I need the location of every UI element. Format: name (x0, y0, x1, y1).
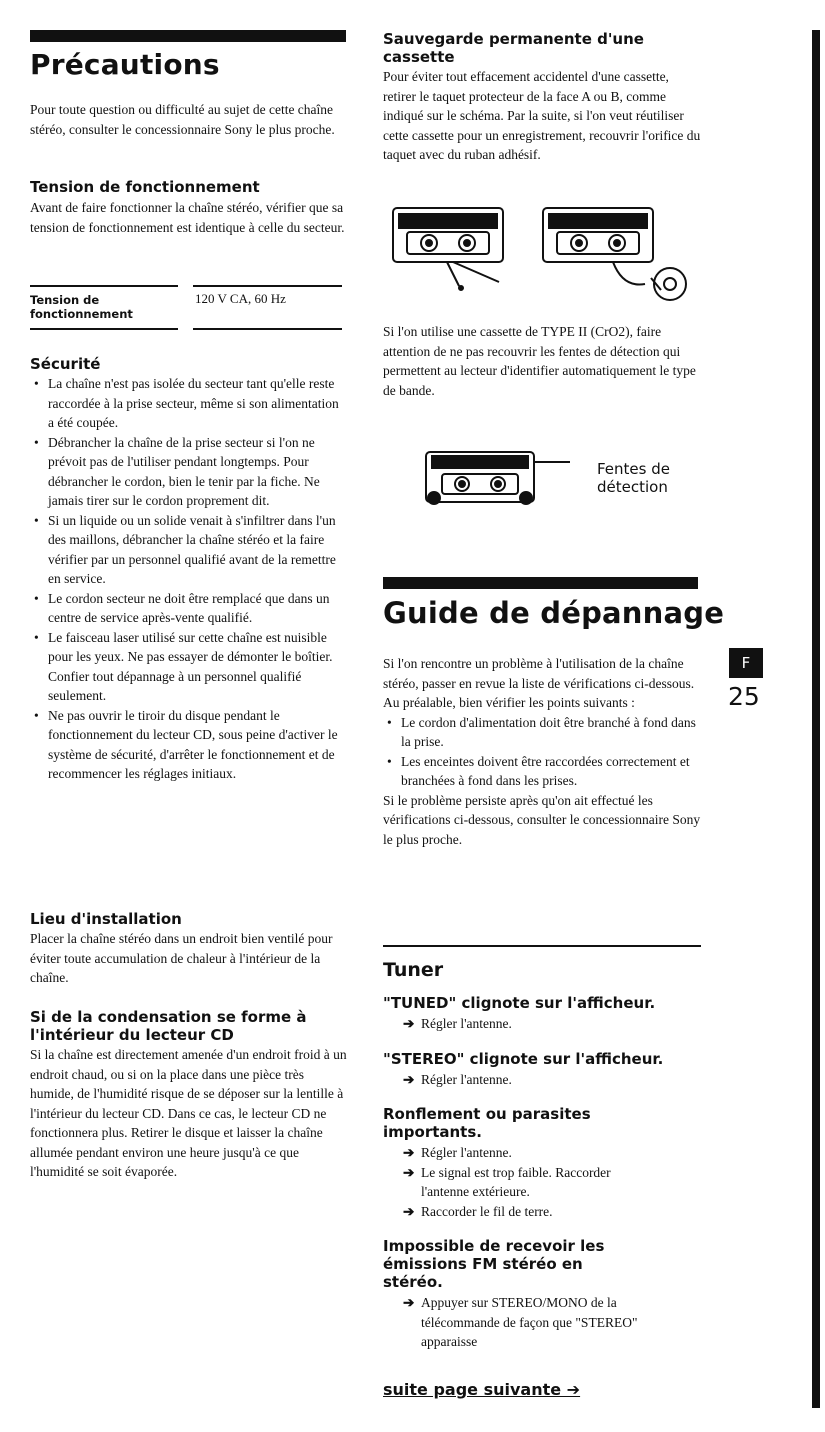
arrow-icon: ➔ (403, 1016, 415, 1031)
tuner-heading: Tuner (383, 959, 444, 981)
guide-outro: Si le problème persiste après qu'on ait effectué les vérifications ci-dessous, consulter le concessionnaire Sony le plus proche. (383, 792, 701, 847)
guide-checklist (383, 713, 701, 791)
spec-label: Tension de fonctionnement (30, 293, 133, 321)
arrow-icon: ➔ (403, 1145, 415, 1160)
problem-title: Impossible de recevoir les émissions FM stéréo en stéréo. (383, 1237, 605, 1291)
tension-heading: Tension de fonctionnement (30, 178, 260, 196)
fix-item: ➔ Régler l'antenne. (383, 1070, 703, 1090)
condensation-section (30, 1008, 348, 1182)
cassette-tab-illustration (383, 200, 703, 312)
tuner-problem (383, 1237, 633, 1291)
precautions-intro: Pour toute question ou difficulté au sujet de cette chaîne stéréo, consulter le concessionnaire Sony le plus proche. (30, 102, 335, 137)
cassette-detection-icon (426, 452, 570, 504)
tuner-problem (383, 1105, 593, 1141)
fix-item: ➔ Régler l'antenne. (383, 1014, 703, 1034)
list-item: • Si un liquide ou un solide venait à s'infiltrer dans l'un des maillons, débrancher la chaîne stéréo et la faire vérifier par un personnel qualifié avant de la remettre en service. (30, 511, 342, 589)
page-edge-bar (812, 30, 820, 1408)
list-item: • Le cordon d'alimentation doit être branché à fond dans la prise. (383, 713, 701, 752)
sauvegarde-section (383, 30, 703, 165)
list-item: • Les enceintes doivent être raccordées correctement et branchées à fond dans les prises. (383, 752, 701, 791)
fix-item: ➔ Raccorder le fil de terre. (383, 1202, 703, 1222)
fix-item: ➔ Appuyer sur STEREO/MONO de la télécommande de façon que "STEREO" apparaisse (403, 1295, 638, 1349)
problem-title: "STEREO" clignote sur l'afficheur. (383, 1049, 664, 1068)
next-page-link[interactable]: suite page suivante ➔ (383, 1380, 581, 1399)
page-title-guide: Guide de dépannage (383, 596, 725, 630)
tension-text: Avant de faire fonctionner la chaîne stéréo, vérifier que sa tension de fonctionnement est identique à celle du secteur. (30, 200, 345, 235)
page-title-precautions: Précautions (30, 48, 220, 81)
tuner-problem (383, 1050, 703, 1090)
cassette-with-tape-icon (543, 208, 686, 300)
problem-title: "TUNED" clignote sur l'afficheur. (383, 994, 656, 1012)
fix-item: ➔ Régler l'antenne. (383, 1143, 703, 1163)
list-item: • La chaîne n'est pas isolée du secteur tant qu'elle reste raccordée à la prise secteur, même si son alimentation a été coupée. (30, 374, 342, 433)
securite-section (30, 355, 342, 784)
guide-top-bar (383, 577, 698, 589)
list-item: • Le faisceau laser utilisé sur cette chaîne est nuisible pour les yeux. Ne pas essayer de démonter le boîtier. Confier tout dépannage à un personnel qualifié seulement. (30, 628, 342, 706)
installation-heading: Lieu d'installation (30, 910, 182, 928)
securite-list (30, 374, 342, 784)
installation-section (30, 910, 342, 988)
list-item: • Ne pas ouvrir le tiroir du disque pendant le fonctionnement du lecteur CD, sous peine d'activer le système de sécurité, d'arrêter le fonctionnement et de recommencer les réglages initiaux. (30, 706, 342, 784)
arrow-icon: ➔ (403, 1071, 415, 1087)
list-item: • Débrancher la chaîne de la prise secteur si l'on ne prévoit pas de l'utiliser pendant longtemps. Pour débrancher le cordon, bien le tenir par la fiche. Ne jamais tirer sur le cordon proprement dit. (30, 433, 342, 511)
spec-rule-bottom-right (193, 328, 342, 330)
problem-title: Ronflement ou parasites importants. (383, 1105, 591, 1141)
sauvegarde-heading: Sauvegarde permanente d'une cassette (383, 30, 644, 66)
tuner-rule (383, 945, 701, 947)
arrow-icon: ➔ (403, 1203, 415, 1219)
precautions-top-bar (30, 30, 346, 42)
securite-heading: Sécurité (30, 355, 101, 373)
tension-section (30, 178, 348, 237)
sauvegarde-text: Pour éviter tout effacement accidentel d'une cassette, retirer le taquet protecteur de la face A ou B, comme indiqué sur le schéma. Par la suite, si l'on veut réutiliser cette cassette pour un enregistrement, recouvrir l'orifice du taquet avec du ruban adhésif. (383, 69, 701, 162)
tuner-problem (383, 994, 703, 1034)
type2-text: Si l'on utilise une cassette de TYPE II (CrO2), faire attention de ne pas recouvrir les fentes de détection qui permettent au lecteur d'identifier automatiquement le type de bande. (383, 324, 696, 398)
cassette-icon (393, 208, 503, 290)
installation-text: Placer la chaîne stéréo dans un endroit bien ventilé pour éviter toute accumulation de chaleur à l'intérieur de la chaîne. (30, 931, 333, 985)
detection-slots-illustration (420, 448, 600, 510)
detection-slots-label: Fentes de détection (597, 460, 670, 496)
arrow-icon: ➔ (403, 1295, 415, 1310)
page-number: 25 (728, 682, 760, 711)
spec-value: 120 V CA, 60 Hz (195, 291, 286, 306)
guide-section (383, 654, 701, 849)
condensation-text: Si la chaîne est directement amenée d'un endroit froid à un endroit chaud, ou si on la place dans une pièce très humide, de l'humidité risque de se déposer sur la lentille à l'intérieur du lecteur CD. Dans ce cas, le lecteur CD ne fonctionnera plus. Retirer le disque et laisser la chaîne allumée pendant environ une heure jusqu'à ce que l'humidité se soit évaporée. (30, 1047, 347, 1179)
guide-intro: Si l'on rencontre un problème à l'utilisation de la chaîne stéréo, passer en revue la liste de vérifications ci-dessous. Au préalable, bien vérifier les points suivants : (383, 656, 695, 710)
arrow-icon: ➔ (403, 1164, 415, 1180)
list-item: • Le cordon secteur ne doit être remplacé que dans un centre de service après-vente qualifié. (30, 589, 342, 628)
spec-rule-bottom-left (30, 328, 178, 330)
condensation-heading: Si de la condensation se forme à l'intérieur du lecteur CD (30, 1008, 307, 1044)
language-tab: F (729, 648, 763, 678)
fix-item: ➔ Le signal est trop faible. Raccorder l'antenne extérieure. (403, 1164, 611, 1199)
spec-rule-top-left (30, 285, 178, 287)
spec-rule-top-right (193, 285, 342, 287)
tuner-section (383, 958, 703, 1352)
